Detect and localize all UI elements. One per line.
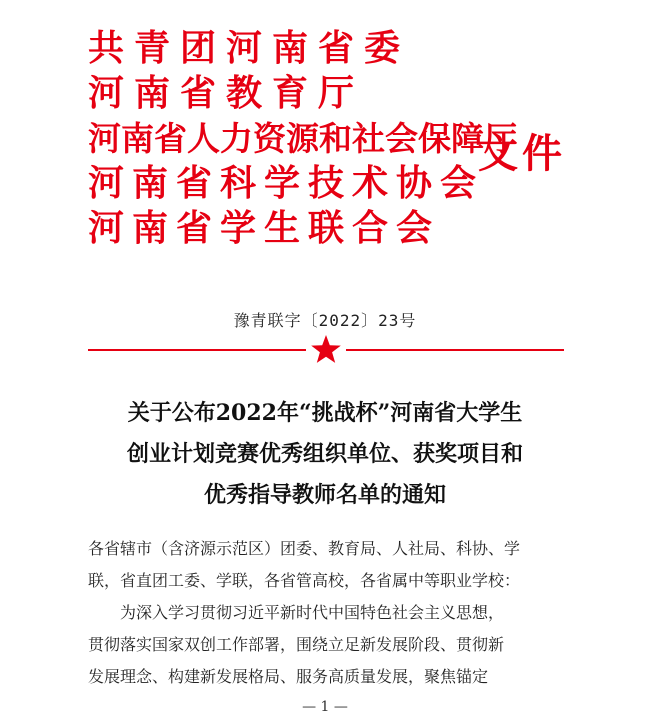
document-number: 豫青联字〔2022〕23号 [233,311,417,330]
body-line-5: 发展理念、构建新发展格局、服务高质量发展，聚焦锚定 [88,667,489,686]
red-rule-left [88,349,306,351]
page-number: — 1 — [302,699,348,715]
body-line-3: 为深入学习贯彻习近平新时代中国特色社会主义思想， [120,603,505,622]
title-line-1: 关于公布2022年“挑战杯”河南省大学生 [127,400,523,426]
title-line-3: 优秀指导教师名单的通知 [203,482,446,508]
issuer-5: 河南省学生联合会 [88,207,441,249]
red-rule-right [346,349,564,351]
body-line-1: 各省辖市（含济源示范区）团委、教育局、人社局、科协、学 [88,539,521,558]
issuer-4: 河南省科学技术协会 [88,162,485,204]
issuer-2: 河南省教育厅 [88,72,365,114]
issuer-3: 河南省人力资源和社会保障厅 [88,119,517,158]
issuer-1: 共青团河南省委 [88,27,411,69]
title-line-2: 创业计划竞赛优秀组织单位、获奖项目和 [126,441,523,467]
body-line-4: 贯彻落实国家双创工作部署，围绕立足新发展阶段、贯彻新 [88,635,505,654]
document-word: 文件 [478,130,566,177]
body-line-2: 联，省直团工委、学联，各省管高校，各省属中等职业学校： [88,571,521,590]
red-star-icon [310,334,342,364]
